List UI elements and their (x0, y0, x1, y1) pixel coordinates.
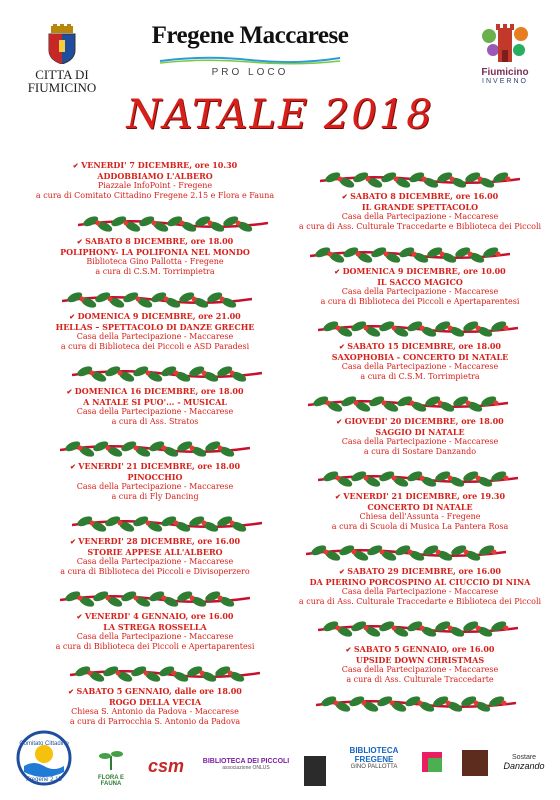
event-left-1 (30, 160, 280, 201)
pantera-rosa-logo (462, 750, 488, 776)
event-venue: Casa della Partecipazione - Maccarese (76, 557, 234, 566)
event-title: HELLAS – SPETTACOLO DI DANZE GRECHE (55, 322, 255, 332)
music-school-logo (304, 756, 326, 786)
dancer-icon (420, 750, 446, 780)
holly-garland-icon (72, 362, 262, 386)
event-left-2 (30, 236, 280, 277)
biblioteca-dei-piccoli-logo (196, 758, 296, 771)
event-datetime: ✔ VENERDI' 21 DICEMBRE, ore 18.00 (30, 461, 280, 472)
comitato-line1: Comitato Cittadino (19, 741, 69, 747)
event-title: A NATALE SI PUO'... - MUSICAL (83, 397, 227, 407)
event-left-7 (30, 611, 280, 652)
event-venue: Chiesa dell'Assunta - Fregene (359, 512, 481, 521)
biblio-piccoli-sub: associazione ONLUS (222, 765, 270, 771)
event-venue: Casa della Partecipazione - Maccarese (76, 482, 234, 491)
event-organizer: a cura di C.S.M. Torrimpietra (95, 267, 215, 276)
biblio-fregene-line2: FREGENE (354, 755, 394, 764)
event-organizer: a cura di Ass. Stratos (111, 417, 199, 426)
holly-garland-icon (318, 317, 518, 341)
city-crest-icon (45, 24, 79, 64)
holly-garland-icon (310, 243, 510, 267)
event-title: ADDOBBIAMO L'ALBERO (97, 171, 213, 181)
event-right-4 (295, 416, 545, 457)
event-right-7 (295, 644, 545, 685)
event-datetime: ✔ VENERDI' 7 DICEMBRE, ore 10.30 (30, 160, 280, 171)
event-title: ROGO DELLA VECIA (108, 697, 202, 707)
biblio-fregene-line3: GINO PALLOTTA (350, 764, 398, 770)
flora-e-fauna-logo (88, 748, 134, 787)
fiumicino-logo-subtext: INVERNO (482, 78, 528, 85)
csm-logo: csm (147, 756, 185, 776)
event-datetime: ✔ DOMENICA 16 DICEMBRE, ore 18.00 (30, 386, 280, 397)
comitato-cittadino-logo (14, 730, 74, 783)
plant-icon (96, 748, 126, 770)
page-title: NATALE 2018 (126, 92, 434, 138)
event-datetime: ✔ SABATO 15 DICEMBRE, ore 18.00 (295, 341, 545, 352)
event-datetime: ✔ SABATO 5 GENNAIO, dalle ore 18.00 (30, 686, 280, 697)
event-title: PINOCCHIO (127, 472, 183, 482)
holly-garland-icon (306, 541, 506, 565)
event-venue: Biblioteca Gino Pallotta - Fregene (86, 257, 224, 266)
holly-garland-icon (320, 168, 520, 192)
event-right-5 (295, 491, 545, 532)
event-datetime: ✔ VENERDI' 21 DICEMBRE, ore 19.30 (295, 491, 545, 502)
holly-garland-icon (60, 587, 250, 611)
event-left-5 (30, 461, 280, 502)
event-organizer: a cura di Biblioteca dei Piccoli e Apertaparentesi (55, 642, 255, 651)
sostare-line1: Sostare (511, 754, 537, 761)
holly-garland-icon (70, 662, 260, 686)
event-title: LA STREGA ROSSELLA (103, 622, 207, 632)
event-title: STORIE APPESE ALL'ALBERO (87, 547, 223, 557)
flora-label: FLORA E FAUNA (97, 775, 125, 787)
fly-dancing-logo (420, 750, 446, 780)
holly-garland-icon (318, 467, 518, 491)
event-left-4 (30, 386, 280, 427)
event-right-1 (295, 191, 545, 232)
wave-icon (155, 55, 345, 65)
event-venue: Casa della Partecipazione - Maccarese (341, 437, 499, 446)
event-venue: Casa della Partecipazione - Maccarese (341, 665, 499, 674)
event-organizer: a cura di Sostare Danzando (363, 447, 477, 456)
event-organizer: a cura di Comitato Cittadino Fregene 2.15 e Flora e Fauna (35, 191, 275, 200)
event-organizer: a cura di Biblioteca dei Piccoli e Divisoperzero (60, 567, 250, 576)
event-venue: Casa della Partecipazione - Maccarese (76, 632, 234, 641)
city-name: CITTA DI FIUMICINO (27, 67, 97, 95)
event-right-3 (295, 341, 545, 382)
event-datetime: ✔ SABATO 29 DICEMBRE, ore 16.00 (295, 566, 545, 577)
event-organizer: a cura di Parrocchia S. Antonio da Padova (69, 717, 241, 726)
event-organizer: a cura di Ass. Culturale Traccedarte e Biblioteca dei Piccoli (298, 222, 542, 231)
fiumicino-inverno-logo (470, 20, 540, 85)
brand-subtitle: PRO LOCO (211, 67, 289, 78)
sostare-line2: Danzando (503, 761, 545, 771)
pro-loco-brand (150, 22, 350, 78)
holly-garland-icon (316, 692, 516, 716)
event-organizer: a cura di Ass. Culturale Traccedarte (346, 675, 494, 684)
event-venue: Casa della Partecipazione - Maccarese (76, 332, 234, 341)
event-title: IL SACCO MAGICO (377, 277, 463, 287)
event-title: UPSIDE DOWN CHRISTMAS (355, 655, 485, 665)
comitato-line2: Fregene 2.15 (26, 777, 62, 783)
event-venue: Casa della Partecipazione - Maccarese (341, 212, 499, 221)
event-organizer: a cura di Fly Dancing (111, 492, 199, 501)
event-datetime: ✔ GIOVEDI' 20 DICEMBRE, ore 18.00 (295, 416, 545, 427)
event-right-6 (295, 566, 545, 607)
event-venue: Piazzale InfoPoint - Fregene (97, 181, 213, 190)
event-datetime: ✔ SABATO 8 DICEMBRE, ore 18.00 (30, 236, 280, 247)
event-right-2 (295, 266, 545, 307)
holly-garland-icon (78, 212, 268, 236)
event-title: CONCERTO DI NATALE (367, 502, 473, 512)
holly-garland-icon (318, 617, 518, 641)
event-venue: Casa della Partecipazione - Maccarese (341, 362, 499, 371)
event-title: SAXOPHOBIA - CONCERTO DI NATALE (331, 352, 509, 362)
event-organizer: a cura di Biblioteca dei Piccoli e Apertaparentesi (320, 297, 520, 306)
event-title: SAGGIO DI NATALE (375, 427, 465, 437)
sponsor-strip (0, 728, 560, 800)
city-of-fiumicino-logo (22, 24, 102, 94)
event-datetime: ✔ VENERDI' 4 GENNAIO, ore 16.00 (30, 611, 280, 622)
event-organizer: a cura di Scuola di Musica La Pantera Rosa (331, 522, 509, 531)
event-left-3 (30, 311, 280, 352)
event-left-6 (30, 536, 280, 577)
biblioteca-fregene-logo (334, 746, 414, 770)
sostare-danzando-logo (494, 754, 554, 771)
event-datetime: ✔ DOMENICA 9 DICEMBRE, ore 21.00 (30, 311, 280, 322)
holly-garland-icon (60, 437, 250, 461)
event-datetime: ✔ DOMENICA 9 DICEMBRE, ore 10.00 (295, 266, 545, 277)
brand-title: Fregene Maccarese (151, 22, 349, 49)
event-organizer: a cura di Biblioteca dei Piccoli e ASD Paradesi (60, 342, 250, 351)
holly-garland-icon (308, 392, 508, 416)
holly-garland-icon (62, 288, 252, 312)
fiumicino-logo-text: Fiumicino (481, 67, 529, 78)
event-datetime: ✔ SABATO 8 DICEMBRE, ore 16.00 (295, 191, 545, 202)
event-left-8 (30, 686, 280, 727)
event-datetime: ✔ VENERDI' 28 DICEMBRE, ore 16.00 (30, 536, 280, 547)
event-venue: Casa della Partecipazione - Maccarese (76, 407, 234, 416)
tower-flowers-icon (479, 20, 531, 64)
biblio-piccoli-label: BIBLIOTECA DEI PICCOLI (202, 758, 290, 765)
event-organizer: a cura di Ass. Culturale Traccedarte e Biblioteca dei Piccoli (298, 597, 542, 606)
event-title: DA PIERINO PORCOSPINO AL CIUCCIO DI NINA (309, 577, 531, 587)
event-venue: Casa della Partecipazione - Maccarese (341, 287, 499, 296)
event-datetime: ✔ SABATO 5 GENNAIO, ore 16.00 (295, 644, 545, 655)
event-title: IL GRANDE SPETTACOLO (361, 202, 479, 212)
event-venue: Chiesa S. Antonio da Padova - Maccarese (71, 707, 239, 716)
event-venue: Casa della Partecipazione - Maccarese (341, 587, 499, 596)
biblio-fregene-line1: BIBLIOTECA (349, 746, 399, 755)
holly-garland-icon (72, 512, 262, 536)
event-organizer: a cura di C.S.M. Torrimpietra (360, 372, 480, 381)
event-title: POLIPHONY- LA POLIFONIA NEL MONDO (60, 247, 250, 257)
